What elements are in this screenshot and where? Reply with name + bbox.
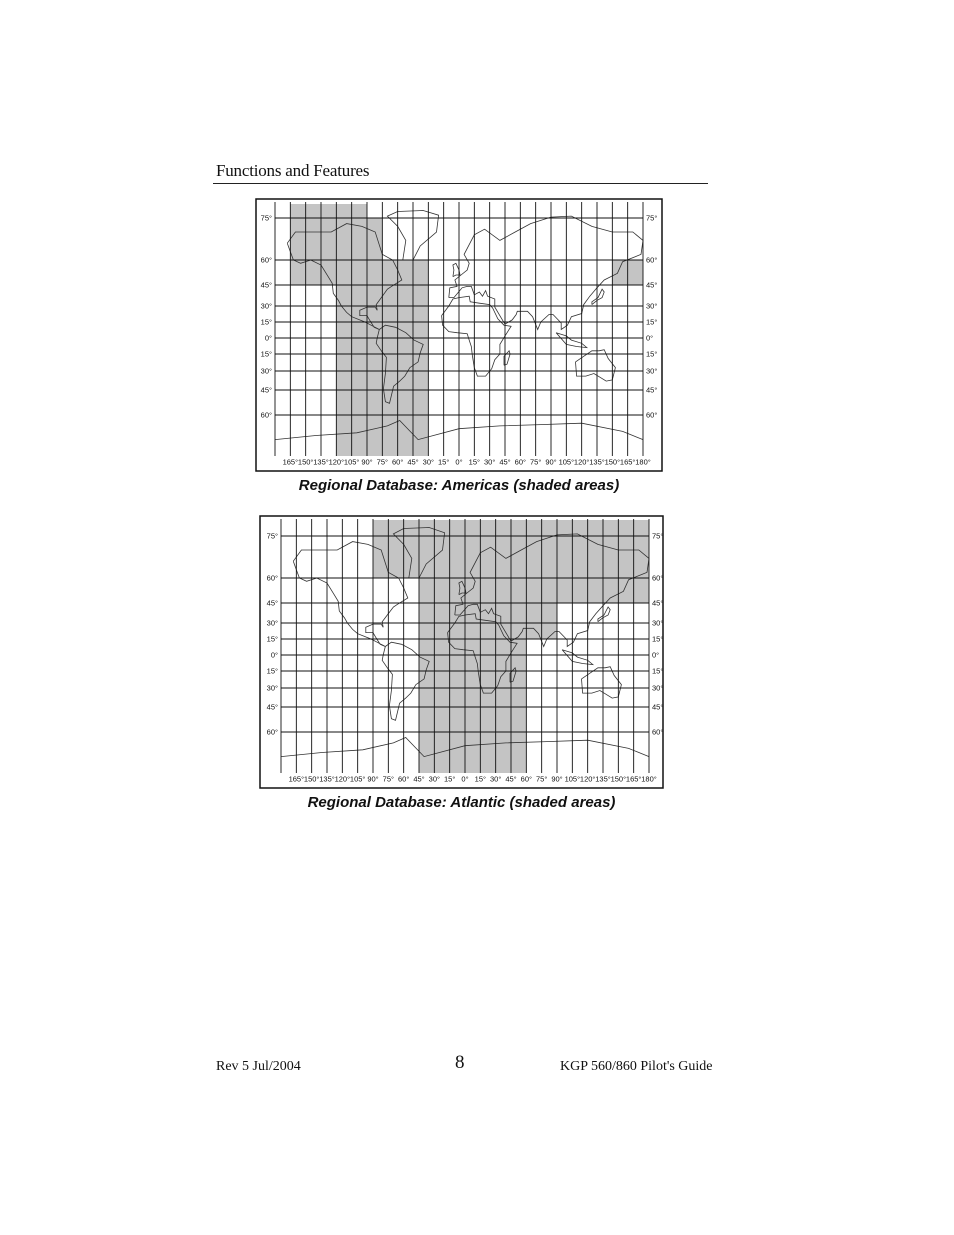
americas-lat-label-left: 60° xyxy=(260,255,272,265)
atlantic-lon-label: 60° xyxy=(397,774,410,784)
header-rule xyxy=(213,183,708,184)
atlantic-lat-label-right: 60° xyxy=(652,573,664,583)
americas-lat-label-left: 15° xyxy=(260,317,272,327)
americas-lat-label-right: 30° xyxy=(646,366,658,376)
americas-database-map xyxy=(255,198,663,472)
atlantic-shaded-region xyxy=(419,639,526,773)
americas-lon-label: 135° xyxy=(313,457,329,467)
americas-lon-label: 135° xyxy=(589,457,605,467)
atlantic-lon-label: 75° xyxy=(535,774,548,784)
atlantic-lat-label-right: 15° xyxy=(652,666,664,676)
atlantic-lat-label-left: 60° xyxy=(266,727,278,737)
americas-lon-label: 30° xyxy=(422,457,435,467)
atlantic-lat-label-right: 15° xyxy=(652,634,664,644)
atlantic-lon-label: 150° xyxy=(303,774,320,784)
atlantic-lat-label-right: 30° xyxy=(652,618,664,628)
atlantic-lon-label: 30° xyxy=(489,774,502,784)
americas-shaded-region xyxy=(290,260,428,285)
atlantic-shaded-region xyxy=(419,578,649,603)
americas-lon-label: 165° xyxy=(619,457,636,467)
atlantic-lon-label: 165° xyxy=(288,774,305,784)
atlantic-lon-label: 45° xyxy=(413,774,425,784)
americas-lon-label: 105° xyxy=(558,457,575,467)
atlantic-lon-label: 60° xyxy=(520,774,533,784)
americas-lon-label: 60° xyxy=(391,457,404,467)
atlantic-database-map xyxy=(259,515,664,789)
atlantic-lat-label-right: 45° xyxy=(652,598,664,608)
americas-lat-label-right: 60° xyxy=(646,410,658,420)
americas-lat-label-right: 15° xyxy=(646,349,658,359)
americas-lon-label: 90° xyxy=(545,457,557,467)
atlantic-lat-label-left: 60° xyxy=(266,573,278,583)
atlantic-lat-label-right: 45° xyxy=(652,702,664,712)
americas-lat-label-right: 75° xyxy=(646,213,658,223)
atlantic-lon-label: 30° xyxy=(428,774,441,784)
atlantic-lon-label: 75° xyxy=(382,774,395,784)
document-title: KGP 560/860 Pilot's Guide xyxy=(560,1059,713,1074)
revision-date: Rev 5 Jul/2004 xyxy=(216,1059,301,1074)
atlantic-lat-label-left: 45° xyxy=(266,702,278,712)
americas-lat-label-right: 30° xyxy=(646,301,658,311)
atlantic-lon-label: 120° xyxy=(334,774,351,784)
atlantic-map-caption: Regional Database: Atlantic (shaded areas) xyxy=(307,794,616,811)
americas-lon-label: 45° xyxy=(499,457,511,467)
atlantic-lat-label-left: 30° xyxy=(266,683,278,693)
americas-lat-label-right: 45° xyxy=(646,385,658,395)
americas-lat-label-right: 0° xyxy=(646,333,654,343)
americas-lon-label: 150° xyxy=(604,457,621,467)
atlantic-lon-label: 165° xyxy=(625,774,642,784)
americas-shaded-region xyxy=(290,204,367,218)
atlantic-lon-label: 90° xyxy=(367,774,379,784)
atlantic-lon-label: 105° xyxy=(564,774,581,784)
americas-lon-label: 90° xyxy=(361,457,373,467)
atlantic-lon-label: 135° xyxy=(595,774,611,784)
section-title: Functions and Features xyxy=(216,161,370,180)
atlantic-lat-label-left: 15° xyxy=(266,666,278,676)
atlantic-lat-label-right: 30° xyxy=(652,683,664,693)
americas-map-caption: Regional Database: Americas (shaded areas) xyxy=(298,477,620,494)
americas-lon-label: 150° xyxy=(297,457,314,467)
americas-lon-label: 75° xyxy=(376,457,389,467)
atlantic-lon-label: 90° xyxy=(551,774,563,784)
atlantic-lon-label: 135° xyxy=(319,774,335,784)
atlantic-lat-label-left: 75° xyxy=(266,531,278,541)
americas-lat-label-left: 75° xyxy=(260,213,272,223)
americas-lon-label: 15° xyxy=(437,457,450,467)
atlantic-lon-label: 180° xyxy=(641,774,657,784)
atlantic-lon-label: 120° xyxy=(579,774,596,784)
atlantic-lat-label-left: 15° xyxy=(266,634,278,644)
americas-lat-label-right: 60° xyxy=(646,255,658,265)
atlantic-lat-label-right: 75° xyxy=(652,531,664,541)
americas-lon-label: 30° xyxy=(483,457,496,467)
americas-lon-label: 120° xyxy=(573,457,590,467)
americas-lon-label: 15° xyxy=(468,457,481,467)
atlantic-lat-label-left: 30° xyxy=(266,618,278,628)
americas-lon-label: 120° xyxy=(328,457,345,467)
americas-lon-label: 165° xyxy=(282,457,299,467)
americas-lat-label-left: 45° xyxy=(260,280,272,290)
atlantic-lon-label: 150° xyxy=(610,774,627,784)
americas-lat-label-left: 0° xyxy=(264,333,272,343)
atlantic-lon-label: 15° xyxy=(443,774,456,784)
atlantic-lon-label: 0° xyxy=(461,774,469,784)
americas-lat-label-right: 45° xyxy=(646,280,658,290)
americas-lat-label-right: 15° xyxy=(646,317,658,327)
americas-lat-label-left: 15° xyxy=(260,349,272,359)
atlantic-lat-label-left: 45° xyxy=(266,598,278,608)
americas-lon-label: 75° xyxy=(529,457,542,467)
atlantic-lon-label: 15° xyxy=(474,774,487,784)
americas-lat-label-left: 60° xyxy=(260,410,272,420)
americas-lon-label: 105° xyxy=(343,457,360,467)
americas-lat-label-left: 30° xyxy=(260,301,272,311)
americas-lon-label: 45° xyxy=(407,457,419,467)
page-number: 8 xyxy=(455,1052,465,1073)
americas-lon-label: 60° xyxy=(514,457,527,467)
atlantic-lat-label-right: 0° xyxy=(652,650,660,660)
americas-lon-label: 180° xyxy=(635,457,651,467)
americas-lat-label-left: 45° xyxy=(260,385,272,395)
atlantic-lat-label-left: 0° xyxy=(270,650,278,660)
atlantic-lat-label-right: 60° xyxy=(652,727,664,737)
atlantic-lon-label: 45° xyxy=(505,774,517,784)
americas-lat-label-left: 30° xyxy=(260,366,272,376)
atlantic-lon-label: 105° xyxy=(349,774,366,784)
americas-lon-label: 0° xyxy=(455,457,463,467)
